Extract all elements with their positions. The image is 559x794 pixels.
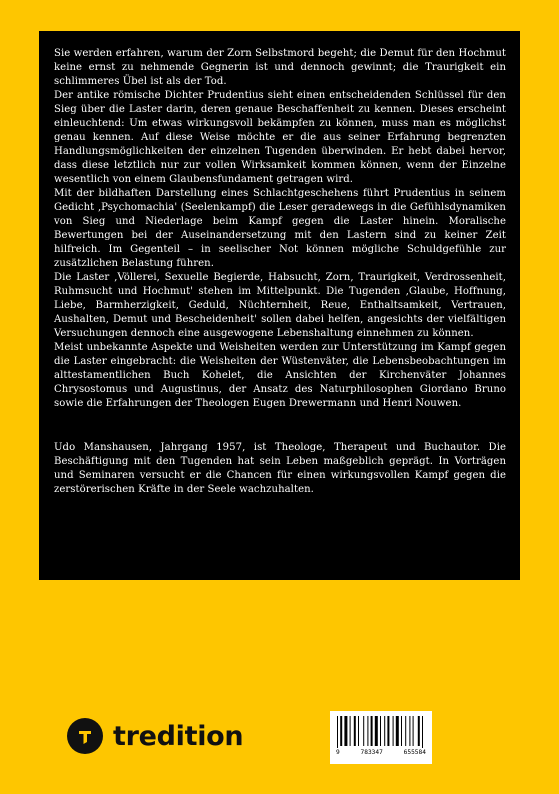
blurb-paragraph-2: Der antike römische Dichter Prudentius sieht einen entscheidenden Schlüssel für den Sieg über die Laster darin, deren genaue Beschaffenheit zu kennen. Dieses erscheint einleuchtend: Um etwas wirkungsvoll bekämpfen zu können, muss man es möglichst genau kennen. Auf diese Weise möchte er die aus seiner Erfahrung begrenzten Handlungsmöglichkeiten der einzelnen Tugenden überwinden. Er hebt dabei hervor, dass diese letztlich nur zur vollen Wirksamkeit kommen können, wenn der Einzelne wesentlich von einem Glaubensfundament getragen wird. — [54, 90, 506, 185]
barcode-digits — [336, 749, 426, 756]
blurb-paragraph-4: Die Laster ‚Völlerei, Sexuelle Begierde, Habsucht, Zorn, Traurigkeit, Verdrossenheit, Ruhmsucht und Hochmut' stehen im Mittelpunkt. Die Tugenden ‚Glaube, Hoffnung, Liebe, Barmherzigkeit, Geduld, Nüchternheit, Reue, Enthaltsamkeit, Vertrauen, Aushalten, Demut und Bescheidenheit' sollen dabei helfen, angesichts der vielfältigen Versuchungen dennoch eine ausgewogene Lebenshaltung einnehmen zu können. — [54, 272, 506, 339]
back-cover-text-panel — [39, 31, 520, 580]
publisher-name: tredition — [113, 720, 244, 752]
barcode-digit-group-2: 655584 — [403, 749, 426, 756]
barcode-bars — [336, 716, 426, 748]
blurb-paragraph-1: Sie werden erfahren, warum der Zorn Selbstmord begeht; die Demut für den Hochmut keine ernst zu nehmende Gegnerin ist und dennoch gewinnt; die Traurigkeit ein schlimmeres Übel ist als der Tod. — [54, 48, 506, 87]
tredition-logo-icon — [67, 718, 103, 754]
isbn-barcode — [330, 711, 432, 764]
barcode-digit-group-1: 783347 — [360, 749, 383, 756]
publisher-logo — [67, 718, 243, 754]
blurb-paragraph-3: Mit der bildhaften Darstellung eines Schlachtgeschehens führt Prudentius in seinem Gedicht ‚Psychomachia' (Seelenkampf) die Leser geradewegs in die Gefühlsdynamiken von Sieg und Niederlage beim Kampf gegen die Laster hinein. Moralische Bewertungen bei der Auseinandersetzung mit den Lastern sind zu keiner Zeit hilfreich. Im Gegenteil – in seelischer Not können mögliche Schuldgefühle zur zusätzlichen Belastung führen. — [54, 188, 506, 269]
barcode-digit-prefix: 9 — [336, 749, 340, 756]
author-bio: Udo Manshausen, Jahrgang 1957, ist Theologe, Therapeut und Buchautor. Die Beschäftigung mit den Tugenden hat sein Leben maßgeblich geprägt. In Vorträgen und Seminaren versucht er die Chancen für einen wirkungsvollen Kampf gegen die zerstörerischen Kräfte in der Seele wachzuhalten. — [54, 442, 506, 495]
blurb-paragraph-5: Meist unbekannte Aspekte und Weisheiten werden zur Unterstützung im Kampf gegen die Laster eingebracht: die Weisheiten der Wüstenväter, die Lebensbeobachtungen im alttestamentlichen Buch Kohelet, die Ansichten der Kirchenväter Johannes Chrysostomus und Augustinus, der Ansatz des Naturphilosophen Giordano Bruno sowie die Erfahrungen der Theologen Eugen Drewermann und Henri Nouwen. — [54, 342, 506, 409]
